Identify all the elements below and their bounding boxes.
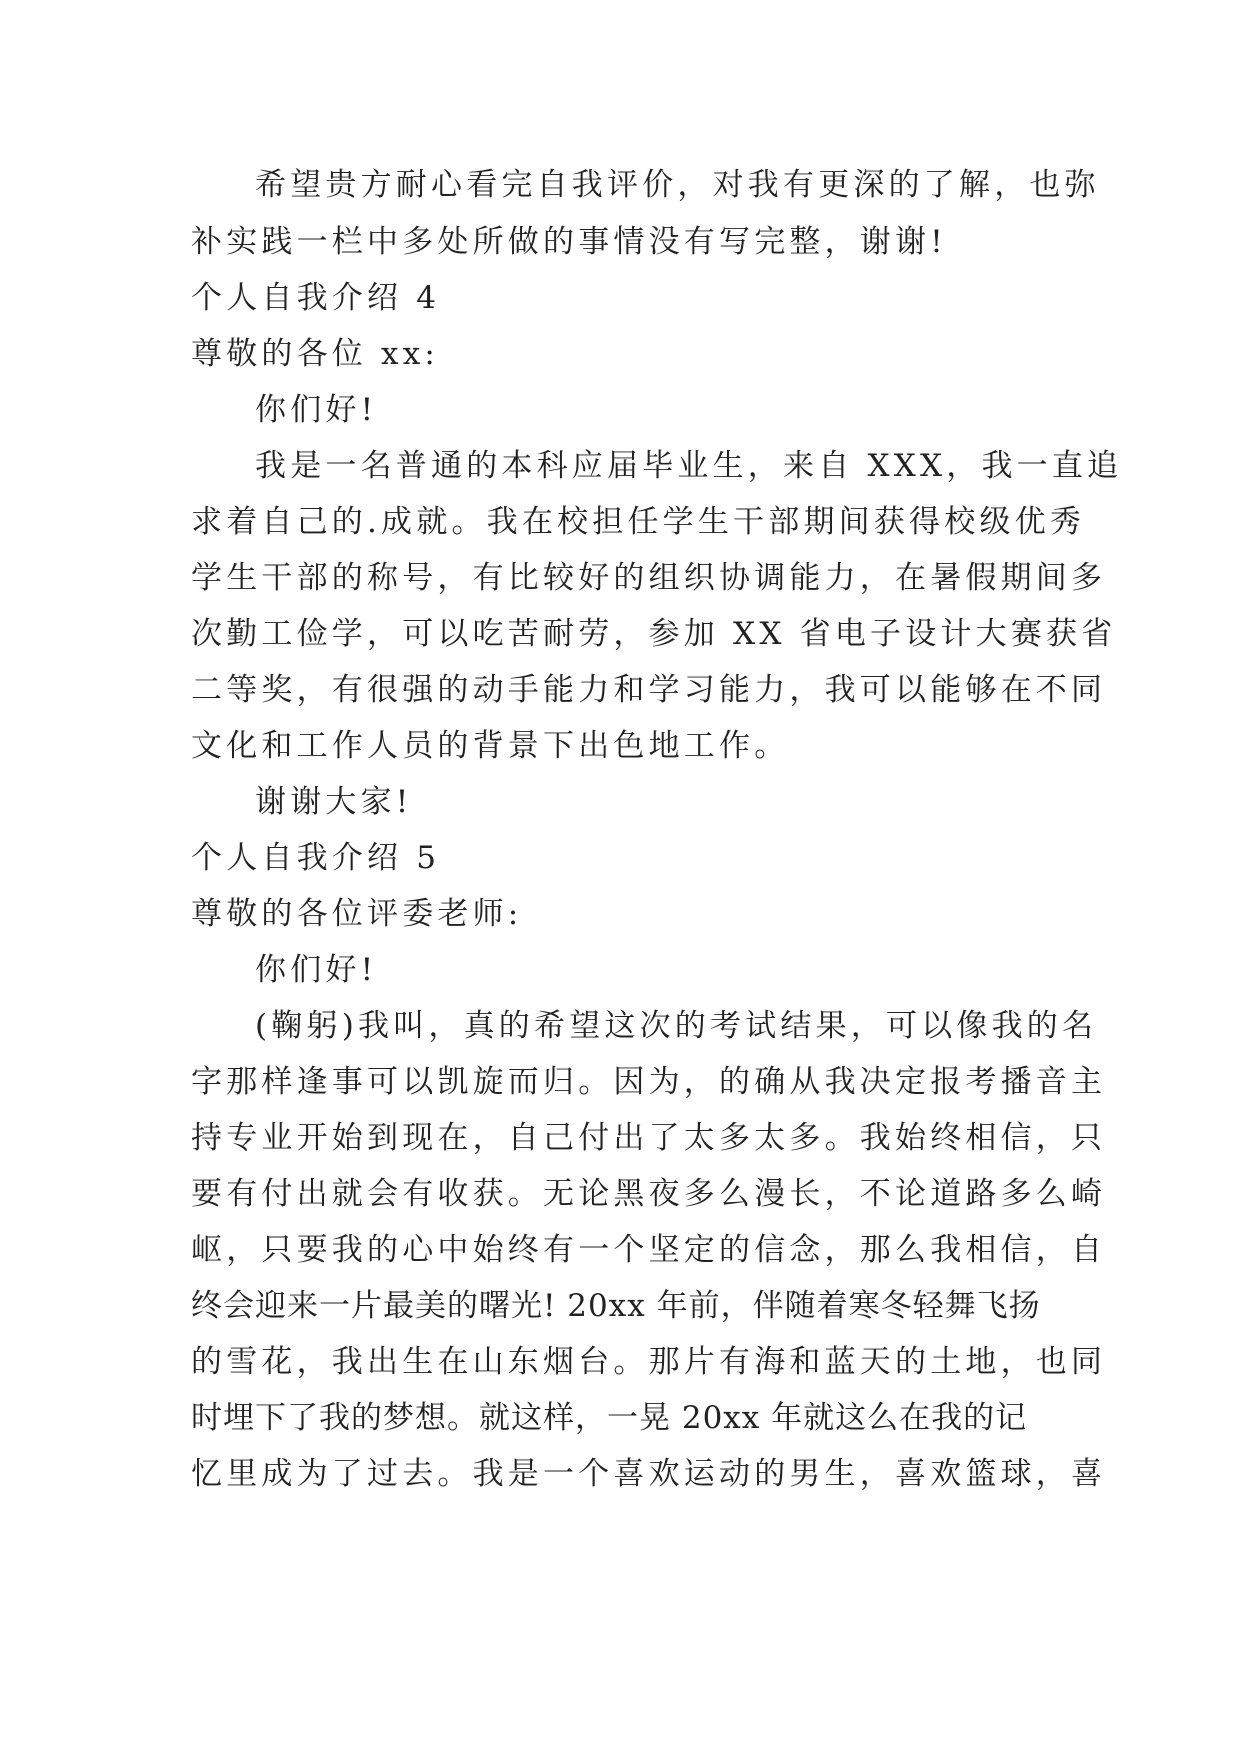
paragraph-line: 持专业开始到现在，自己付出了太多太多。我始终相信，只 <box>191 1120 1107 1156</box>
paragraph-line: 补实践一栏中多处所做的事情没有写完整，谢谢! <box>191 224 947 260</box>
paragraph-line: 终会迎来一片最美的曙光! 20xx 年前，伴随着寒冬轻舞飞扬 <box>191 1288 1041 1324</box>
paragraph-line: 求着自己的.成就。我在校担任学生干部期间获得校级优秀 <box>191 504 1086 540</box>
paragraph-line: (鞠躬)我叫，真的希望这次的考试结果，可以像我的名 <box>255 1008 1098 1044</box>
paragraph-line: 的雪花，我出生在山东烟台。那片有海和蓝天的土地，也同 <box>191 1344 1107 1380</box>
paragraph-line: 字那样逢事可以凯旋而归。因为，的确从我决定报考播音主 <box>191 1064 1107 1100</box>
closing-line: 谢谢大家! <box>255 784 413 820</box>
salutation-line: 尊敬的各位评委老师: <box>191 896 523 932</box>
greeting-line: 你们好! <box>255 392 378 428</box>
paragraph-line: 岖，只要我的心中始终有一个坚定的信念，那么我相信，自 <box>191 1232 1107 1268</box>
paragraph-line: 文化和工作人员的背景下出色地工作。 <box>191 728 790 764</box>
section-heading-4: 个人自我介绍 4 <box>191 280 441 316</box>
greeting-line: 你们好! <box>255 952 378 988</box>
section-heading-5: 个人自我介绍 5 <box>191 840 441 876</box>
paragraph-line: 要有付出就会有收获。无论黑夜多么漫长，不论道路多么崎 <box>191 1176 1107 1212</box>
salutation-line: 尊敬的各位 xx: <box>191 336 440 372</box>
paragraph-line: 我是一名普通的本科应届毕业生，来自 XXX，我一直追 <box>255 448 1123 484</box>
paragraph-line: 希望贵方耐心看完自我评价，对我有更深的了解，也弥 <box>255 167 1100 203</box>
paragraph-line: 学生干部的称号，有比较好的组织协调能力，在暑假期间多 <box>191 560 1107 596</box>
paragraph-line: 时埋下了我的梦想。就这样，一晃 20xx 年就这么在我的记 <box>191 1400 1028 1436</box>
paragraph-line: 次勤工俭学，可以吃苦耐劳，参加 XX 省电子设计大赛获省 <box>191 616 1117 652</box>
paragraph-line: 忆里成为了过去。我是一个喜欢运动的男生，喜欢篮球，喜 <box>191 1456 1107 1492</box>
paragraph-line: 二等奖，有很强的动手能力和学习能力，我可以能够在不同 <box>191 672 1107 708</box>
